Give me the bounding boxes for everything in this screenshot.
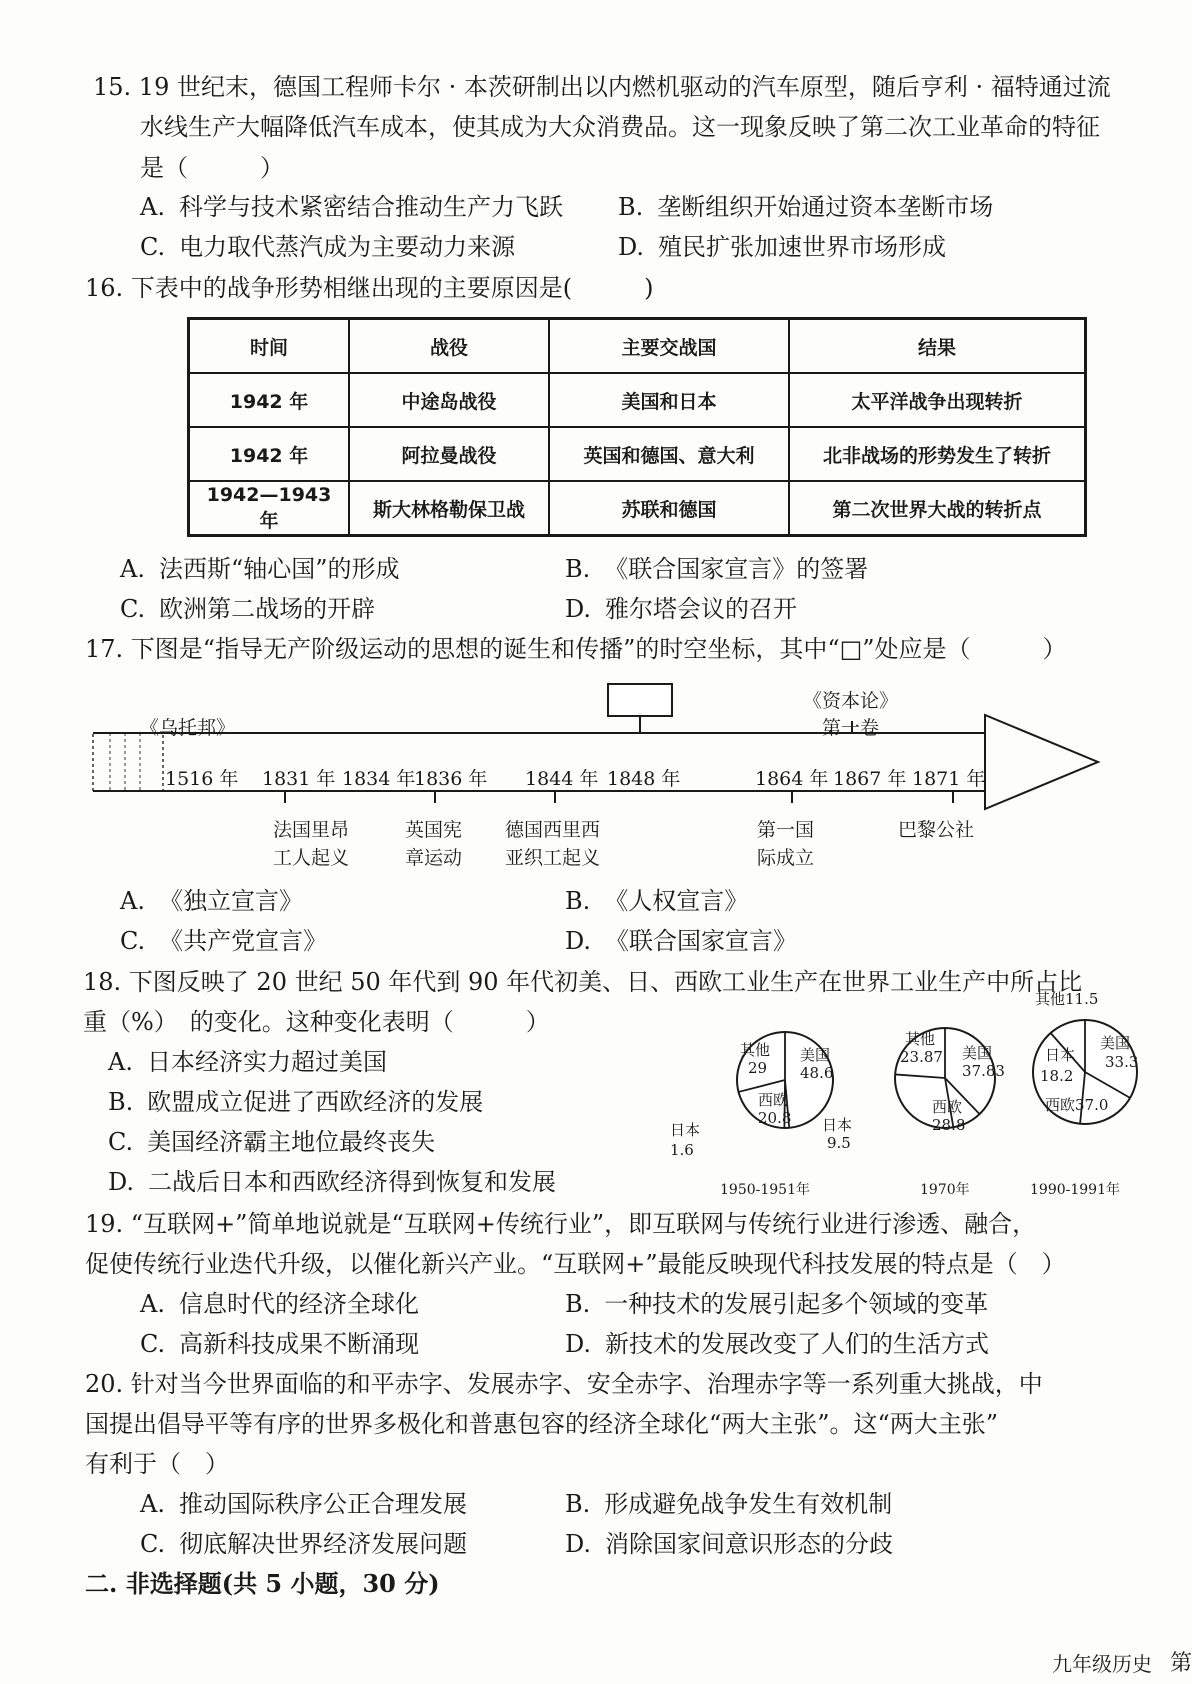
q20-option-c[interactable] [140, 1530, 467, 1558]
option-label: C. [140, 233, 166, 261]
q17-stem: 17. 下图是“指导无产阶级运动的思想的诞生和传播”的时空坐标，其中“□”处应是（ ） [85, 635, 1067, 663]
table-row [189, 373, 1086, 427]
option-label: D. [108, 1168, 135, 1196]
footer-page-char: 第 [1170, 1651, 1192, 1676]
table-cell: 美国和日本 [549, 373, 789, 427]
q18-pie-charts [670, 990, 1170, 1200]
q19-option-c[interactable] [140, 1330, 419, 1358]
timeline-year: 1867 年 [833, 768, 907, 790]
pie-label: 美国 [1100, 1034, 1131, 1052]
table-row [189, 481, 1086, 536]
table-header-cell: 战役 [349, 319, 549, 374]
pie-label: 20.8 [758, 1109, 792, 1127]
timeline-year: 1836 年 [414, 768, 488, 790]
pie-label: 48.6 [800, 1064, 834, 1082]
q17-option-b[interactable] [565, 887, 748, 915]
q20-option-b[interactable] [565, 1490, 892, 1518]
q16-option-b[interactable] [565, 555, 868, 583]
q15-stem-line3: 是（ ） [140, 154, 284, 182]
q20-option-a[interactable] [140, 1490, 467, 1518]
option-label: D. [565, 1330, 592, 1358]
table-cell: 斯大林格勒保卫战 [349, 481, 549, 536]
q17-option-d[interactable] [565, 927, 797, 955]
q18-option-c[interactable] [108, 1128, 435, 1156]
timeline-year: 1834 年 [342, 768, 416, 790]
q20-stem-line1: 20. 针对当今世界面临的和平赤字、发展赤字、安全赤字、治理赤字等一系列重大挑战，中 [85, 1370, 1043, 1398]
q15-option-c[interactable] [140, 233, 515, 261]
option-label: A. [140, 193, 165, 221]
option-text: 《联合国家宣言》 [605, 927, 798, 955]
pie-label: 日本 [1045, 1046, 1076, 1064]
option-label: D. [565, 1530, 592, 1558]
option-label: A. [108, 1048, 133, 1076]
option-text: 欧洲第二战场的开辟 [159, 595, 376, 623]
pie-label: 日本 [670, 1121, 701, 1139]
pie-label: 28.8 [932, 1116, 966, 1134]
timeline-year: 1516 年 [165, 768, 239, 790]
option-text: 垄断组织开始通过资本垄断市场 [657, 193, 994, 221]
table-cell: 阿拉曼战役 [349, 427, 549, 481]
q18-option-b[interactable] [108, 1088, 483, 1116]
pie-label: 美国 [800, 1046, 831, 1064]
q19-stem-line2: 促使传统行业迭代升级，以催化新兴产业。“互联网+”最能反映现代科技发展的特点是（ ） [85, 1250, 1066, 1278]
q15-option-d[interactable] [618, 233, 946, 261]
option-label: A. [140, 1290, 165, 1318]
q18-option-d[interactable] [108, 1168, 556, 1196]
timeline-event-line1: 法国里昂 [273, 819, 350, 841]
table-cell: 中途岛战役 [349, 373, 549, 427]
option-text: 殖民扩张加速世界市场形成 [658, 233, 947, 261]
option-label: B. [565, 1290, 591, 1318]
table-header-cell: 结果 [789, 319, 1086, 374]
option-text: 日本经济实力超过美国 [146, 1048, 387, 1076]
section2-title: 二. 非选择题(共 5 小题，30 分) [85, 1569, 440, 1598]
q15-stem-line2: 水线生产大幅降低汽车成本，使其成为大众消费品。这一现象反映了第二次工业革命的特征 [140, 113, 1100, 141]
option-text: 法西斯“轴心国”的形成 [158, 555, 400, 583]
q17-option-a[interactable] [120, 887, 303, 915]
option-text: 欧盟成立促进了西欧经济的发展 [147, 1088, 484, 1116]
pie-label: 其他 [740, 1041, 771, 1059]
option-text: 雅尔塔会议的召开 [605, 595, 798, 623]
q18-stem-line2: 重（%） 的变化。这种变化表明（ ） [83, 1008, 550, 1036]
table-cell: 1942 年 [189, 373, 350, 427]
q20-option-d[interactable] [565, 1530, 893, 1558]
pie-label: 18.2 [1040, 1067, 1074, 1085]
option-text: 《共产党宣言》 [159, 927, 328, 955]
option-text: 美国经济霸主地位最终丧失 [147, 1128, 436, 1156]
q16-stem: 16. 下表中的战争形势相继出现的主要原因是( ) [85, 274, 654, 302]
option-label: C. [108, 1128, 134, 1156]
option-label: A. [120, 555, 145, 583]
option-text: 高新科技成果不断涌现 [179, 1330, 420, 1358]
option-label: B. [618, 193, 644, 221]
option-text: 科学与技术紧密结合推动生产力飞跃 [178, 193, 563, 221]
option-label: C. [120, 595, 146, 623]
q18-stem-line1: 18. 下图反映了 20 世纪 50 年代到 90 年代初美、日、西欧工业生产在世界工业生产中所占比 [83, 968, 1083, 996]
option-label: A. [140, 1490, 165, 1518]
option-label: C. [140, 1330, 166, 1358]
table-cell: 太平洋战争出现转折 [789, 373, 1086, 427]
option-label: B. [565, 887, 591, 915]
option-text: 《联合国家宣言》的签署 [604, 555, 869, 583]
timeline-event-line2: 工人起义 [273, 847, 350, 869]
q16-battle-table [187, 317, 1087, 537]
option-label: B. [565, 1490, 591, 1518]
table-cell: 1942 年 [189, 427, 350, 481]
option-label: D. [618, 233, 645, 261]
table-cell: 北非战场的形势发生了转折 [789, 427, 1086, 481]
pie-title: 1990-1991年 [1030, 1182, 1120, 1198]
option-text: 《人权宣言》 [604, 887, 749, 915]
pie-label: 33.3 [1105, 1053, 1139, 1071]
timeline-event-line2: 际成立 [757, 847, 815, 869]
q16-option-c[interactable] [120, 595, 375, 623]
timeline-year: 1871 年 [912, 768, 986, 790]
pie-title: 1970年 [920, 1182, 970, 1198]
option-text: 《独立宣言》 [158, 887, 303, 915]
table-cell: 英国和德国、意大利 [549, 427, 789, 481]
timeline-year: 1848 年 [607, 768, 681, 790]
option-text: 二战后日本和西欧经济得到恢复和发展 [148, 1168, 557, 1196]
timeline-label-capital: 《资本论》 [803, 690, 899, 712]
pie-title: 1950-1951年 [720, 1182, 810, 1198]
table-header-cell: 主要交战国 [549, 319, 789, 374]
timeline-label-capital-vol1: 第一卷 [822, 717, 880, 739]
timeline-dotted-box [93, 733, 163, 791]
timeline-event-line1: 英国宪 [405, 819, 463, 841]
q18-option-a[interactable] [108, 1048, 387, 1076]
q20-stem-line2: 国提出倡导平等有序的世界多极化和普惠包容的经济全球化“两大主张”。这“两大主张” [85, 1410, 999, 1438]
q15-stem-line1: 15. 19 世纪末，德国工程师卡尔 · 本茨研制出以内燃机驱动的汽车原型，随后亨利 · 福特通过流 [93, 73, 1111, 101]
q15-option-b[interactable] [618, 193, 993, 221]
q16-option-d[interactable] [565, 595, 797, 623]
pie-label: 西欧37.0 [1045, 1096, 1109, 1114]
table-cell: 1942—1943 年 [189, 481, 350, 536]
option-label: B. [108, 1088, 134, 1116]
option-text: 信息时代的经济全球化 [178, 1290, 419, 1318]
q19-stem-line1: 19. “互联网+”简单地说就是“互联网+传统行业”，即互联网与传统行业进行渗透、融合， [85, 1210, 1037, 1238]
q19-option-d[interactable] [565, 1330, 989, 1358]
pie-label: 9.5 [827, 1134, 851, 1152]
timeline-year: 1864 年 [755, 768, 829, 790]
timeline-label-utopia: 《乌托邦》 [140, 717, 236, 739]
pie-label: 1.6 [670, 1141, 694, 1159]
pie-label: 日本 [822, 1116, 853, 1134]
option-label: D. [565, 927, 592, 955]
option-label: C. [140, 1530, 166, 1558]
pie-label: 其他 [905, 1030, 936, 1048]
option-text: 彻底解决世界经济发展问题 [179, 1530, 468, 1558]
timeline-event-line2: 章运动 [405, 847, 463, 869]
option-label: C. [120, 927, 146, 955]
timeline-event-line1: 德国西里西 [505, 819, 601, 841]
option-text: 电力取代蒸汽成为主要动力来源 [179, 233, 516, 261]
timeline-year: 1844 年 [525, 768, 599, 790]
option-text: 新技术的发展改变了人们的生活方式 [605, 1330, 990, 1358]
q15-option-a[interactable] [140, 193, 563, 221]
table-header-cell: 时间 [189, 319, 350, 374]
table-cell: 第二次世界大战的转折点 [789, 481, 1086, 536]
q17-option-c[interactable] [120, 927, 327, 955]
option-label: A. [120, 887, 145, 915]
table-header-row [189, 319, 1086, 374]
option-label: D. [565, 595, 592, 623]
pie-label: 29 [748, 1059, 768, 1077]
timeline-year: 1831 年 [262, 768, 336, 790]
option-text: 一种技术的发展引起多个领域的变革 [604, 1290, 989, 1318]
q19-option-a[interactable] [140, 1290, 419, 1318]
pie-label: 37.83 [962, 1062, 1005, 1080]
option-text: 消除国家间意识形态的分歧 [605, 1530, 894, 1558]
table-cell: 苏联和德国 [549, 481, 789, 536]
option-text: 形成避免战争发生有效机制 [604, 1490, 893, 1518]
table-row [189, 427, 1086, 481]
q16-option-a[interactable] [120, 555, 400, 583]
pie-label: 西欧 [758, 1091, 789, 1109]
timeline-event-line1: 巴黎公社 [898, 819, 975, 841]
q19-option-b[interactable] [565, 1290, 988, 1318]
pie-label: 西欧 [932, 1098, 963, 1116]
pie-label: 美国 [962, 1044, 993, 1062]
option-text: 推动国际秩序公正合理发展 [178, 1490, 467, 1518]
option-label: B. [565, 555, 591, 583]
pie-label: 其他11.5 [1035, 990, 1099, 1008]
timeline-arrow-icon [985, 715, 1098, 809]
pie-label: 23.87 [900, 1048, 943, 1066]
q20-stem-line3: 有利于（ ） [85, 1450, 229, 1478]
timeline-event-line2: 亚织工起义 [505, 847, 601, 869]
timeline-event-line1: 第一国 [757, 819, 815, 841]
footer-subject: 九年级历史 [1052, 1652, 1152, 1676]
timeline-answer-box [608, 684, 672, 716]
